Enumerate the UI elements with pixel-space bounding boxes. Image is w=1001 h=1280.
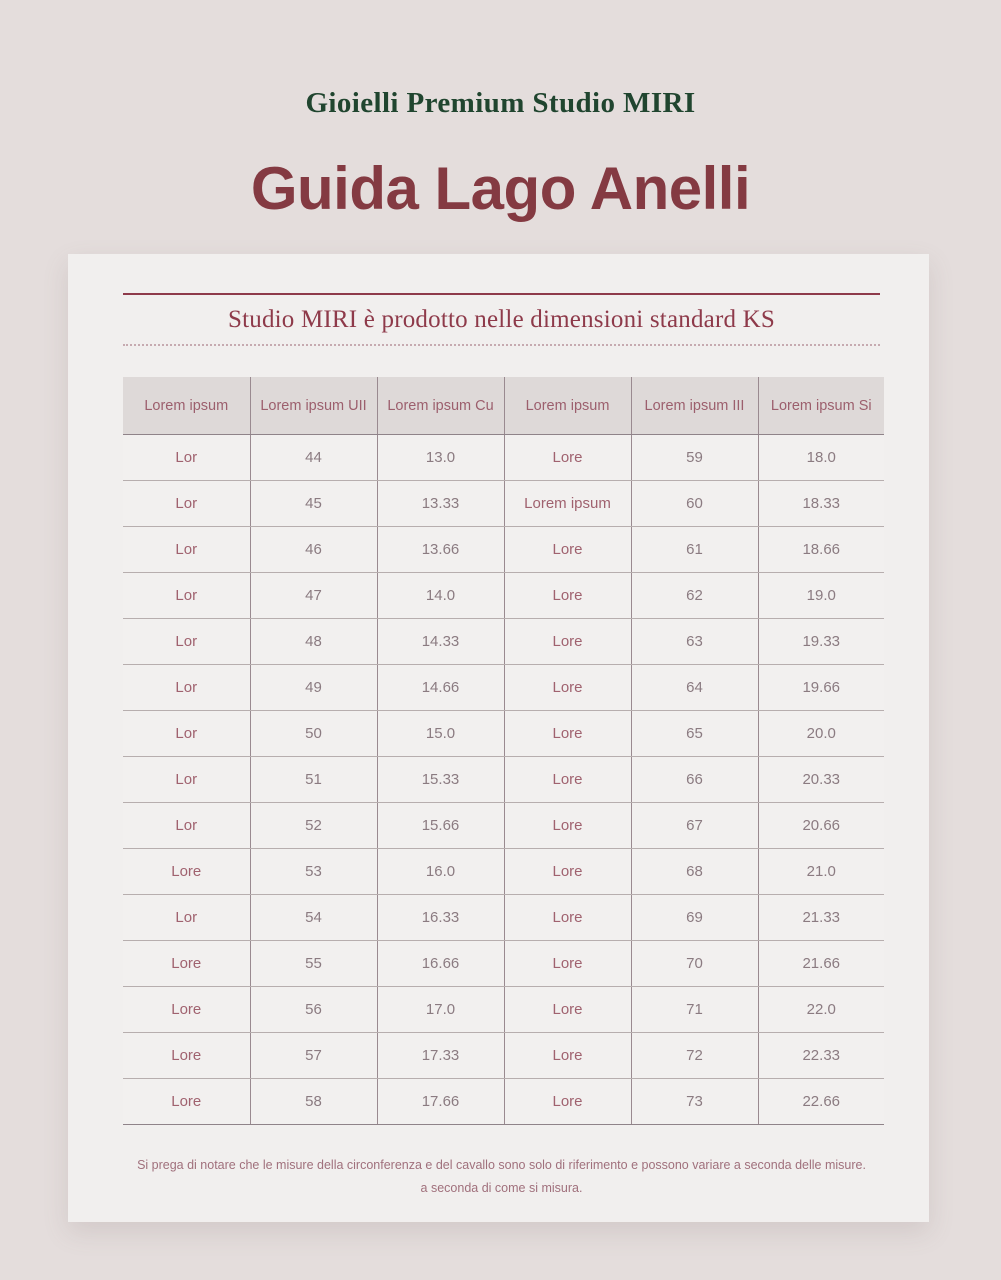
cell-value: 51 [250, 757, 377, 803]
cell-size-label: Lor [123, 711, 250, 757]
cell-value: 72 [631, 1033, 758, 1079]
cell-value: 13.66 [377, 527, 504, 573]
cell-value: 54 [250, 895, 377, 941]
cell-value: 69 [631, 895, 758, 941]
cell-value: 15.0 [377, 711, 504, 757]
table-row [123, 757, 884, 803]
cell-value: 44 [250, 435, 377, 481]
cell-value: 19.33 [758, 619, 884, 665]
cell-size-label: Lore [504, 987, 631, 1033]
card-subtitle: Studio MIRI è prodotto nelle dimensioni standard KS [228, 306, 775, 333]
column-header-2: Lorem ipsum UII [250, 377, 377, 435]
table-row [123, 527, 884, 573]
cell-value: 16.33 [377, 895, 504, 941]
cell-value: 21.0 [758, 849, 884, 895]
cell-value: 20.0 [758, 711, 884, 757]
table-row [123, 895, 884, 941]
cell-value: 59 [631, 435, 758, 481]
cell-value: 68 [631, 849, 758, 895]
cell-value: 14.33 [377, 619, 504, 665]
brand-name: Gioielli Premium Studio MIRI [305, 87, 696, 119]
cell-size-label: Lore [504, 619, 631, 665]
cell-size-label: Lore [123, 941, 250, 987]
cell-size-label: Lore [123, 1079, 250, 1125]
cell-size-label: Lore [504, 757, 631, 803]
cell-value: 20.66 [758, 803, 884, 849]
cell-size-label: Lore [504, 527, 631, 573]
cell-value: 22.66 [758, 1079, 884, 1125]
cell-size-label: Lor [123, 757, 250, 803]
cell-value: 18.66 [758, 527, 884, 573]
cell-value: 22.33 [758, 1033, 884, 1079]
table-body [123, 435, 884, 1125]
cell-value: 18.0 [758, 435, 884, 481]
cell-value: 49 [250, 665, 377, 711]
cell-size-label: Lore [504, 849, 631, 895]
cell-value: 16.66 [377, 941, 504, 987]
cell-value: 48 [250, 619, 377, 665]
cell-value: 52 [250, 803, 377, 849]
cell-size-label: Lor [123, 803, 250, 849]
cell-value: 47 [250, 573, 377, 619]
cell-value: 15.66 [377, 803, 504, 849]
cell-size-label: Lore [504, 895, 631, 941]
table-row [123, 849, 884, 895]
table-head [123, 377, 884, 435]
table-row [123, 803, 884, 849]
footnote [123, 1154, 880, 1200]
cell-value: 17.0 [377, 987, 504, 1033]
cell-size-label: Lore [123, 987, 250, 1033]
cell-size-label: Lor [123, 573, 250, 619]
table-row [123, 711, 884, 757]
cell-value: 13.0 [377, 435, 504, 481]
cell-value: 62 [631, 573, 758, 619]
table-row [123, 435, 884, 481]
cell-value: 22.0 [758, 987, 884, 1033]
cell-size-label: Lore [504, 803, 631, 849]
cell-value: 46 [250, 527, 377, 573]
cell-value: 56 [250, 987, 377, 1033]
cell-size-label: Lore [123, 1033, 250, 1079]
table-row [123, 665, 884, 711]
table-header-row [123, 377, 884, 435]
cell-value: 63 [631, 619, 758, 665]
footnote-line-2: a seconda di come si misura. [420, 1181, 583, 1196]
cell-value: 53 [250, 849, 377, 895]
cell-value: 13.33 [377, 481, 504, 527]
cell-value: 17.33 [377, 1033, 504, 1079]
table-row [123, 941, 884, 987]
cell-size-label: Lore [504, 711, 631, 757]
cell-value: 50 [250, 711, 377, 757]
cell-value: 64 [631, 665, 758, 711]
cell-value: 16.0 [377, 849, 504, 895]
card-content [123, 293, 880, 1200]
cell-value: 21.66 [758, 941, 884, 987]
table-row [123, 573, 884, 619]
size-table-container [123, 377, 880, 1125]
footnote-line-1: Si prega di notare che le misure della circonferenza e del cavallo sono solo di riferimento e possono variare a seconda delle misure. [137, 1158, 866, 1172]
cell-value: 67 [631, 803, 758, 849]
cell-size-label: Lor [123, 665, 250, 711]
cell-value: 65 [631, 711, 758, 757]
cell-value: 55 [250, 941, 377, 987]
cell-size-label: Lore [504, 1033, 631, 1079]
cell-value: 61 [631, 527, 758, 573]
column-header-3: Lorem ipsum Cu [377, 377, 504, 435]
cell-size-label: Lore [504, 1079, 631, 1125]
size-guide-card [68, 254, 929, 1222]
cell-size-label: Lorem ipsum [504, 481, 631, 527]
cell-size-label: Lor [123, 619, 250, 665]
cell-size-label: Lore [504, 941, 631, 987]
cell-size-label: Lor [123, 527, 250, 573]
table-row [123, 619, 884, 665]
cell-value: 21.33 [758, 895, 884, 941]
cell-value: 57 [250, 1033, 377, 1079]
column-header-4: Lorem ipsum [504, 377, 631, 435]
cell-size-label: Lore [504, 573, 631, 619]
cell-size-label: Lore [504, 665, 631, 711]
cell-value: 73 [631, 1079, 758, 1125]
table-row [123, 987, 884, 1033]
table-row [123, 481, 884, 527]
cell-value: 18.33 [758, 481, 884, 527]
cell-value: 70 [631, 941, 758, 987]
cell-value: 19.66 [758, 665, 884, 711]
table-row [123, 1033, 884, 1079]
column-header-5: Lorem ipsum III [631, 377, 758, 435]
cell-value: 14.66 [377, 665, 504, 711]
column-header-6: Lorem ipsum Si [758, 377, 884, 435]
divider-dotted-bottom [123, 344, 880, 346]
table-row [123, 1079, 884, 1125]
cell-value: 17.66 [377, 1079, 504, 1125]
column-header-1: Lorem ipsum [123, 377, 250, 435]
cell-size-label: Lore [123, 849, 250, 895]
cell-value: 45 [250, 481, 377, 527]
cell-size-label: Lore [504, 435, 631, 481]
cell-value: 14.0 [377, 573, 504, 619]
cell-value: 66 [631, 757, 758, 803]
size-table [123, 377, 884, 1125]
page-title: Guida Lago Anelli [250, 155, 751, 222]
cell-value: 15.33 [377, 757, 504, 803]
cell-size-label: Lor [123, 895, 250, 941]
cell-size-label: Lor [123, 435, 250, 481]
cell-size-label: Lor [123, 481, 250, 527]
cell-value: 60 [631, 481, 758, 527]
cell-value: 19.0 [758, 573, 884, 619]
cell-value: 58 [250, 1079, 377, 1125]
cell-value: 71 [631, 987, 758, 1033]
cell-value: 20.33 [758, 757, 884, 803]
